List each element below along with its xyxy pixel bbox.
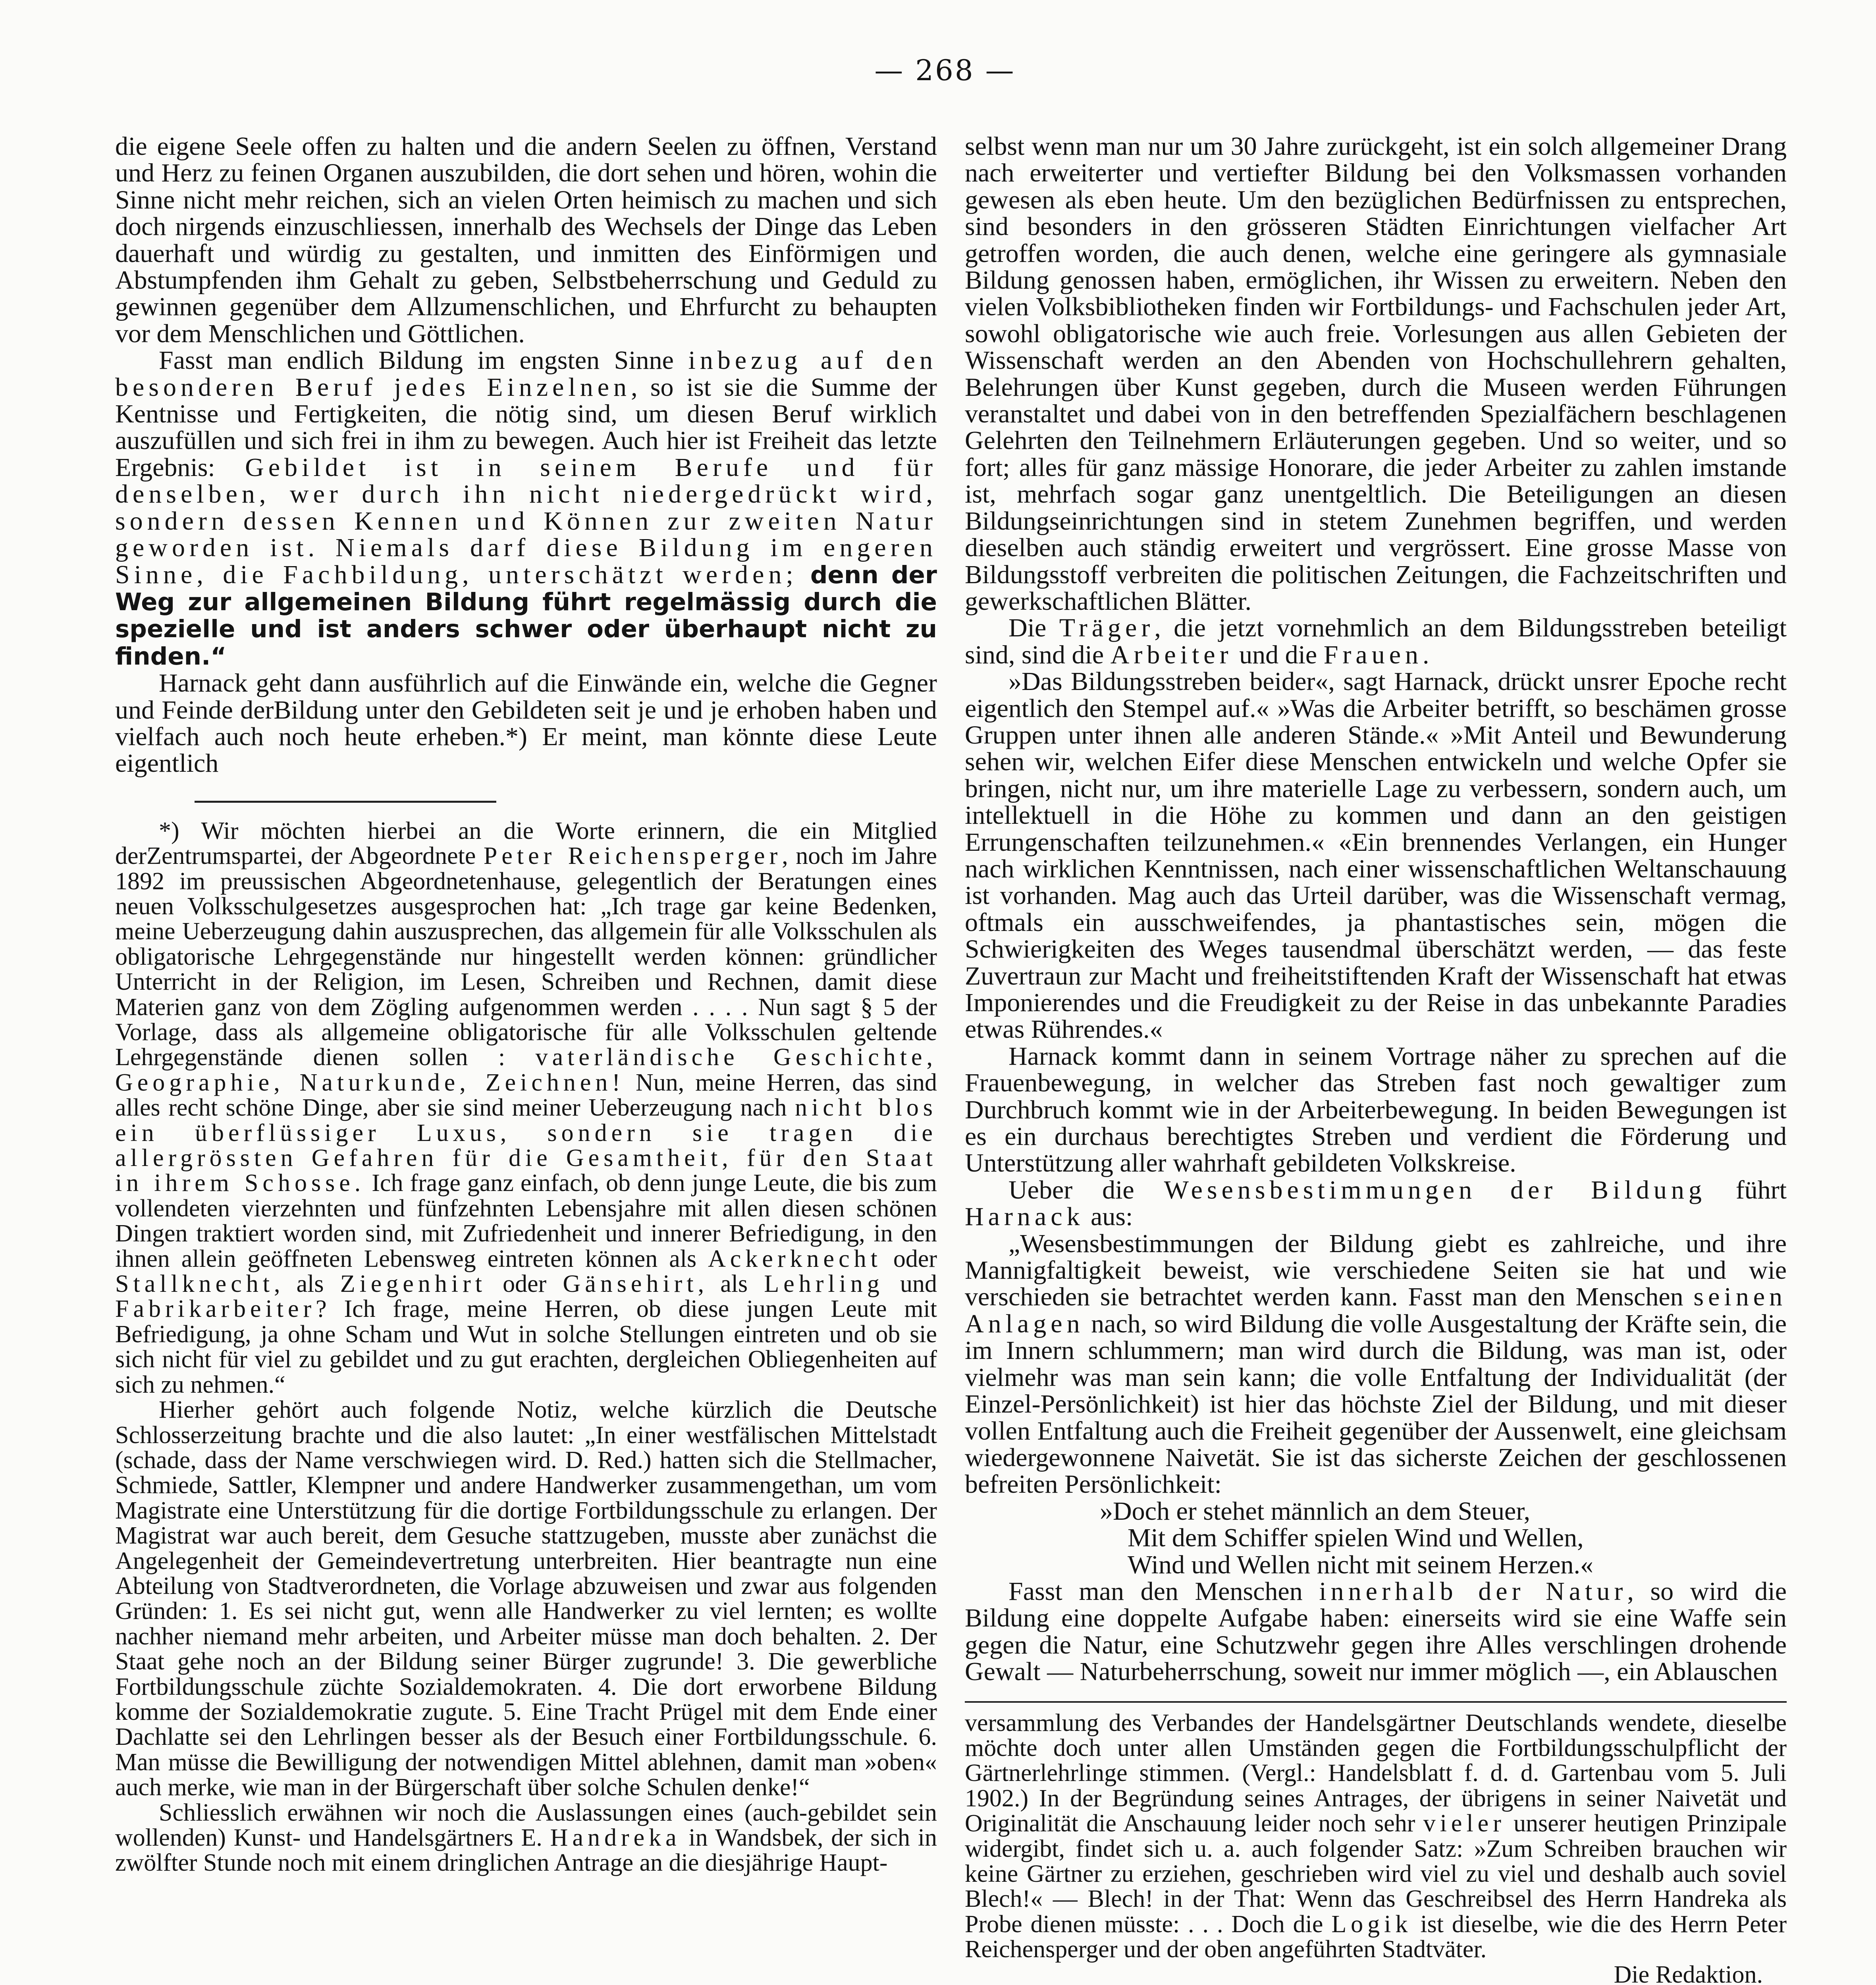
footnote-paragraph: versammlung des Verbandes der Handelsgärtner Deutschlands wendete, dieselbe möchte doch unter allen Umständen gegen die Fortbildungsschulpflicht der Gärtnerlehrlinge stimmen. (Vergl.: Handelsblatt f. d. d. Gartenbau vom 5. Juli 1902.) In der Begründung seines Antrages, der übrigens in seiner Naivetät und Originalität die Anschauung leider noch sehr vieler unserer heutigen Prinzipale widergibt, findet sich u. a. auch folgender Satz: »Zum Schreiben brauchen wir keine Gärtner zu erziehen, geschrieben wird viel zu viel und deshalb auch soviel Blech!« — Blech! in der That: Wenn das Geschreibsel des Herrn Handreka als Probe dienen müsste: . . . Doch die Logik ist dieselbe, wie die des Herrn Peter Reichensperger und der oben angeführten Stadtväter. (965, 1709, 1787, 1963)
footnote-divider (965, 1701, 1787, 1703)
footnote-paragraph: Hierher gehört auch folgende Notiz, welche kürzlich die Deutsche Schlosserzeitung brachte und die also lautet: „In einer westfälischen Mittelstadt (schade, dass der Name verschwiegen wird. D. Red.) hatten sich die Stellmacher, Schmiede, Sattler, Klempner und andere Handwerker zusammengethan, um vom Magistrate eine Unterstützung für die dortige Fortbildungsschule zu erlangen. Der Magistrat war auch bereit, dem Gesuche stattzugeben, musste aber zunächst die Angelegenheit der Gemeindevertretung unterbreiten. Hier beantragte nun eine Abteilung von Stadtverordneten, die Vorlage abzuweisen und zwar aus folgenden Gründen: 1. Es sei nicht gut, wenn alle Handwerker zu viel lernten; es wollte nachher niemand mehr arbeiten, und Arbeiter müsse man doch behalten. 2. Der Staat gehe noch an der Bildung seiner Bürger zugrunde! 3. Die gewerbliche Fortbildungsschule züchte Sozialdemokraten. 4. Die dort erworbene Bildung komme der Sozialdemokratie zugute. 5. Eine Tracht Prügel mit dem Ende einer Dachlatte sei den Lehrlingen besser als der Besuch einer Fortbildungsschule. 6. Man müsse die Bewilligung der notwendigen Mittel ablehnen, damit man »oben« auch merke, wie man in der Bürgerschaft über solche Schulen denke!“ (115, 1396, 937, 1801)
verse-line: »Doch er stehet männlich an dem Steuer, (1100, 1496, 1531, 1526)
footnote (115, 819, 937, 1876)
paragraph: „Wesensbestimmungen der Bildung giebt es zahlreiche, und ihre Mannigfaltigkeit beweist, wie verschiedene Seiten sie hat und wie verschieden sie betrachtet werden kann. Fasst man den Menschen seinen Anlagen nach, so wird Bildung die volle Ausgestaltung der Kräfte sein, die im Innern schlummern; man wird durch die Bildung, was man ist, oder vielmehr was man sein kann; die volle Entfaltung der Individualität (der Einzel-Persönlichkeit) ist hier das höchste Ziel der Bildung, und mit dieser vollen Entfaltung auch die Freiheit gegenüber der Aussenwelt, eine gleichsam wiedergewonnene Naivetät. Sie ist das sicherste Zeichen der geschlossenen befreiten Persönlichkeit: (965, 1229, 1787, 1499)
paragraph: selbst wenn man nur um 30 Jahre zurückgeht, ist ein solch allgemeiner Drang nach erweiterter und vertiefter Bildung bei den Volksmassen vorhanden gewesen als eben heute. Um den bezüglichen Bedürfnissen zu entsprechen, sind besonders in den grösseren Städten Einrichtungen vielfacher Art getroffen worden, die auch denen, welche eine geringere als gymnasiale Bildung genossen haben, ermöglichen, ihr Wissen zu erweitern. Neben den vielen Volksbibliotheken finden wir Fortbildungs- und Fachschulen jeder Art, sowohl obligatorische wie auch freie. Vorlesungen aus allen Gebieten der Wissenschaft werden an den Abenden von Hochschullehrern gehalten, Belehrungen über Kunst gegeben, durch die Museen werden Führungen veranstaltet und dabei von in den betreffenden Spezialfächern beschlagenen Gelehrten den Teilnehmern Erläuterungen gegeben. Und so weiter, und so fort; alles für ganz mässige Honorare, die jeder Arbeiter zu zahlen imstande ist, mehrfach sogar ganz unentgeltlich. Die Beteiligungen an diesen Bildungseinrichtungen sind in stetem Zunehmen begriffen, und werden dieselben auch ständig erweitert und vergrössert. Eine grosse Masse von Bildungsstoff verbreiten die politischen Zeitungen, die Fachzeitschriften und gewerkschaftlichen Blätter. (965, 133, 1787, 616)
right-column (965, 133, 1787, 1985)
paragraph: Fasst man den Menschen innerhalb der Natur, so wird die Bildung eine doppelte Aufgabe haben: einerseits wird sie eine Waffe sein gegen die Natur, eine Schutzwehr gegen ihre Alles verschlingen drohende Gewalt — Naturbeherrschung, soweit nur immer möglich —, ein Ablauschen (965, 1576, 1787, 1686)
paragraph: Fasst man endlich Bildung im engsten Sinne inbezug auf den besonderen Beruf jedes Einzelnen, so ist sie die Summe der Kentnisse und Fertigkeiten, die nötig sind, um diesen Beruf wirklich auszufüllen und sich frei in ihm zu bewegen. Auch hier ist Freiheit das letzte Ergebnis: Gebildet ist in seinem Berufe und für denselben, wer durch ihn nicht niedergedrückt wird, sondern dessen Kennen und Können zur zweiten Natur geworden ist. Niemals darf diese Bildung im engeren Sinne, die Fachbildung, unterschätzt werden; denn der Weg zur allgemeinen Bildung führt regelmässig durch die spezielle und ist anders schwer oder überhaupt nicht zu finden.“ (115, 346, 937, 671)
paragraph: Harnack geht dann ausführlich auf die Einwände ein, welche die Gegner und Feinde derBildung unter den Gebildeten seit je und je erhoben haben und vielfach auch noch heute erheben.*) Er meint, man könnte diese Leute eigentlich (115, 669, 937, 778)
footnote-divider (195, 801, 496, 803)
paragraph: Harnack kommt dann in seinem Vortrage näher zu sprechen auf die Frauenbewegung, in welcher das Streben fast noch gewaltiger zum Durchbruch kommt wie in der Arbeiterbewegung. In beiden Bewegungen ist es ein durchaus berechtigtes Streben und verdient die Förderung und Unterstützung aller wahrhaft gebildeten Volkskreise. (965, 1041, 1787, 1178)
signature: Die Redaktion. (1614, 1961, 1763, 1985)
verse-line: Mit dem Schiffer spielen Wind und Wellen, (1128, 1523, 1584, 1553)
verse-line: Wind und Wellen nicht mit seinem Herzen.« (1128, 1550, 1594, 1579)
paragraph: die eigene Seele offen zu halten und die andern Seelen zu öffnen, Verstand und Herz zu feinen Organen auszubilden, die dort sehen und hören, wohin die Sinne nicht mehr reichen, sich an vielen Orten heimisch zu machen und sich doch nirgends einzuschliessen, innerhalb des Wechsels der Dinge das Leben dauerhaft und würdig zu gestalten, und inmitten des Einförmigen und Abstumpfenden ihm Gehalt zu geben, Selbstbeherrschung und Geduld zu gewinnen gegenüber dem Allzumenschlichen, und Ehrfurcht zu behaupten vor dem Menschlichen und Göttlichen. (115, 133, 937, 348)
footnote-paragraph: Schliesslich erwähnen wir noch die Auslassungen eines (auch-gebildet sein wollenden) Kunst- und Handelsgärtners E. Handreka in Wandsbek, der sich in zwölfter Stunde noch mit einem dringlichen Antrage an die diesjährige Haupt- (115, 1799, 937, 1877)
paragraph: »Das Bildungsstreben beider«, sagt Harnack, drückt unsrer Epoche recht eigentlich den Stempel auf.« »Was die Arbeiter betrifft, so beschämen grosse Gruppen unter ihnen alle anderen Stände.« »Mit Anteil und Bewunderung sehen wir, welchen Eifer diese Menschen entwickeln und welche Opfer sie bringen, nicht nur, um ihre materielle Lage zu verbessern, sondern auch, um intellektuell in die Höhe zu kommen und dann an den geistigen Errungenschaften teilzunehmen.« «Ein brennendes Verlangen, ein Hunger nach wirklichen Kenntnissen, nach einer wissenschaftlichen Weltanschauung ist vorhanden. Mag auch das Urteil darüber, was die Wissenschaft vermag, oftmals ein ausschweifendes, ja phantastisches sein, mögen die Schwierigkeiten des Weges tausendmal überschätzt werden, — das feste Zuvertraun zur Macht und freiheitstiftenden Kraft der Wissenschaft hat etwas Imponierendes und die Freudigkeit zu der Reise in das unbekannte Paradies etwas Rührendes.« (965, 667, 1787, 1044)
footnote-continuation (965, 1711, 1787, 1985)
left-column (115, 133, 937, 1985)
paragraph: Die Träger, die jetzt vornehmlich an dem Bildungsstreben beteiligt sind, sind die Arbeiter und die Frauen. (965, 613, 1787, 669)
paragraph: Ueber die Wesensbestimmungen der Bildung führt Harnack aus: (965, 1175, 1787, 1231)
page-number: — 268 — (874, 54, 1016, 87)
footnote-paragraph: *) Wir möchten hierbei an die Worte erinnern, die ein Mitglied derZentrumspartei, der Abgeordnete Peter Reichensperger, noch im Jahre 1892 im preussischen Abgeordnetenhause, gelegentlich der Beratungen eines neuen Volksschulgesetzes ausgesprochen hat: „Ich trage gar keine Bedenken, meine Ueberzeugung dahin auszusprechen, das allgemein für alle Volksschulen als obligatorische Lehrgegenstände nur hingestellt werden können: gründlicher Unterricht in der Religion, im Lesen, Schreiben und Rechnen, damit diese Materien ganz von dem Zögling aufgenommen werden . . . . Nun sagt § 5 der Vorlage, dass als allgemeine obligatorische für alle Volksschulen geltende Lehrgegenstände dienen sollen : vaterländische Geschichte, Geographie, Naturkunde, Zeichnen! Nun, meine Herren, das sind alles recht schöne Dinge, aber sie sind meiner Ueberzeugung nach nicht blos ein überflüssiger Luxus, sondern sie tragen die allergrössten Gefahren für die Gesamtheit, für den Staat in ihrem Schosse. Ich frage ganz einfach, ob denn junge Leute, die bis zum vollendeten vierzehnten und fünfzehnten Lebensjahre mit allen diesen schönen Dingen traktiert worden sind, mit Zufriedenheit und innerer Befriedigung, in den ihnen allein geöffneten Lebensweg eintreten können als Ackerknecht oder Stallknecht, als Ziegenhirt oder Gänsehirt, als Lehrling und Fabrikarbeiter? Ich frage, meine Herren, ob diese jungen Leute mit Befriedigung, ja ohne Scham und Wut in solche Stellungen eintreten und ob sie sich nicht für viel zu gebildet und zu gut erachten, dergleichen Obliegenheiten auf sich zu nehmen.“ (115, 817, 937, 1398)
